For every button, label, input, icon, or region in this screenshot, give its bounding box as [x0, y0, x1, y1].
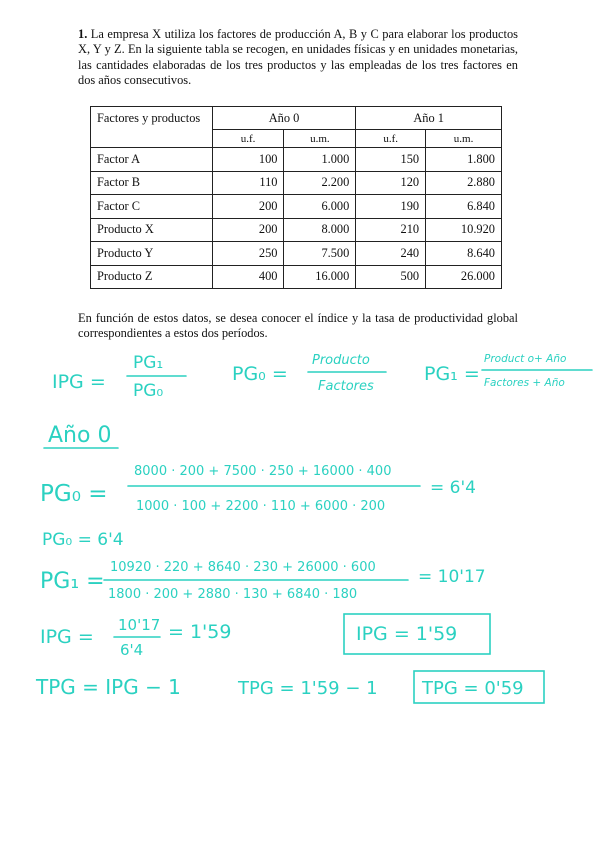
cell: 200	[212, 218, 284, 242]
ipg-calc-result: = 1'59	[168, 621, 232, 643]
year-0-heading: Año 0	[48, 423, 112, 448]
ipg-definition-denominator: PG₀	[133, 381, 164, 401]
ipg-definition-numerator: PG₁	[133, 353, 164, 373]
row-label: Producto Z	[91, 265, 213, 289]
problem-number: 1.	[78, 27, 88, 41]
ipg-boxed-result: IPG = 1'59	[356, 623, 458, 645]
problem-text: La empresa X utiliza los factores de producción A, B y C para elaborar los productos X, Y y Z. En la siguiente tabla se recogen, en unidades físicas y en unidades monetarias, las cantidades elaboradas de los tres productos y las empleadas de los tres factores en dos años consecutivos.	[78, 27, 518, 88]
cell: 150	[356, 148, 426, 172]
pg1-calc-numerator: 10920 · 220 + 8640 · 230 + 26000 · 600	[110, 560, 376, 575]
pg0-definition-numerator: Producto	[312, 353, 370, 368]
pg1-definition-numerator: Product o+ Año	[484, 353, 567, 365]
ipg-calc-numerator: 10'17	[118, 616, 161, 634]
unit-cell: u.m.	[284, 130, 356, 148]
cell: 1.800	[426, 148, 502, 172]
cell: 190	[356, 195, 426, 219]
cell: 200	[212, 195, 284, 219]
cell: 240	[356, 242, 426, 266]
cell: 8.640	[426, 242, 502, 266]
cell: 100	[212, 148, 284, 172]
cell: 500	[356, 265, 426, 289]
table-header-year-1: Año 1	[356, 107, 502, 130]
pg1-calc-result: = 10'17	[418, 567, 486, 587]
pg0-calc-numerator: 8000 · 200 + 7500 · 250 + 16000 · 400	[134, 464, 392, 479]
pg0-definition-denominator: Factores	[318, 379, 374, 394]
pg0-calc-result: = 6'4	[430, 478, 476, 498]
pg0-value: PG₀ = 6'4	[42, 530, 124, 550]
cell: 120	[356, 171, 426, 195]
cell: 26.000	[426, 265, 502, 289]
cell: 6.000	[284, 195, 356, 219]
tpg-calc: TPG = 1'59 − 1	[238, 678, 378, 699]
cell: 210	[356, 218, 426, 242]
row-label: Factor A	[91, 148, 213, 172]
ipg-definition-lhs: IPG =	[52, 371, 106, 393]
cell: 8.000	[284, 218, 356, 242]
ipg-calc-denominator: 6'4	[120, 641, 144, 659]
row-label: Producto Y	[91, 242, 213, 266]
cell: 16.000	[284, 265, 356, 289]
cell: 10.920	[426, 218, 502, 242]
table-header-year-0: Año 0	[212, 107, 356, 130]
question-text: En función de estos datos, se desea conocer el índice y la tasa de productividad global correspondientes a estos dos períodos.	[78, 311, 518, 341]
row-label: Producto X	[91, 218, 213, 242]
cell: 250	[212, 242, 284, 266]
pg0-calc-denominator: 1000 · 100 + 2200 · 110 + 6000 · 200	[136, 499, 386, 514]
cell: 400	[212, 265, 284, 289]
pg0-definition-lhs: PG₀ =	[232, 363, 288, 385]
row-label: Factor B	[91, 171, 213, 195]
pg1-definition-lhs: PG₁ =	[424, 363, 480, 385]
pg1-calc-lhs: PG₁ =	[40, 569, 105, 594]
cell: 1.000	[284, 148, 356, 172]
cell: 7.500	[284, 242, 356, 266]
cell: 6.840	[426, 195, 502, 219]
cell: 2.200	[284, 171, 356, 195]
tpg-boxed-result: TPG = 0'59	[422, 678, 524, 699]
unit-cell: u.f.	[212, 130, 284, 148]
cell: 2.880	[426, 171, 502, 195]
cell: 110	[212, 171, 284, 195]
ipg-calc-lhs: IPG =	[40, 626, 94, 648]
pg1-calc-denominator: 1800 · 200 + 2880 · 130 + 6840 · 180	[108, 587, 358, 602]
tpg-formula: TPG = IPG − 1	[36, 675, 181, 699]
table-header-label: Factores y productos	[91, 107, 213, 148]
pg1-definition-denominator: Factores + Año	[484, 377, 565, 389]
unit-cell: u.m.	[426, 130, 502, 148]
pg0-calc-lhs: PG₀ =	[40, 481, 108, 507]
row-label: Factor C	[91, 195, 213, 219]
unit-cell: u.f.	[356, 130, 426, 148]
